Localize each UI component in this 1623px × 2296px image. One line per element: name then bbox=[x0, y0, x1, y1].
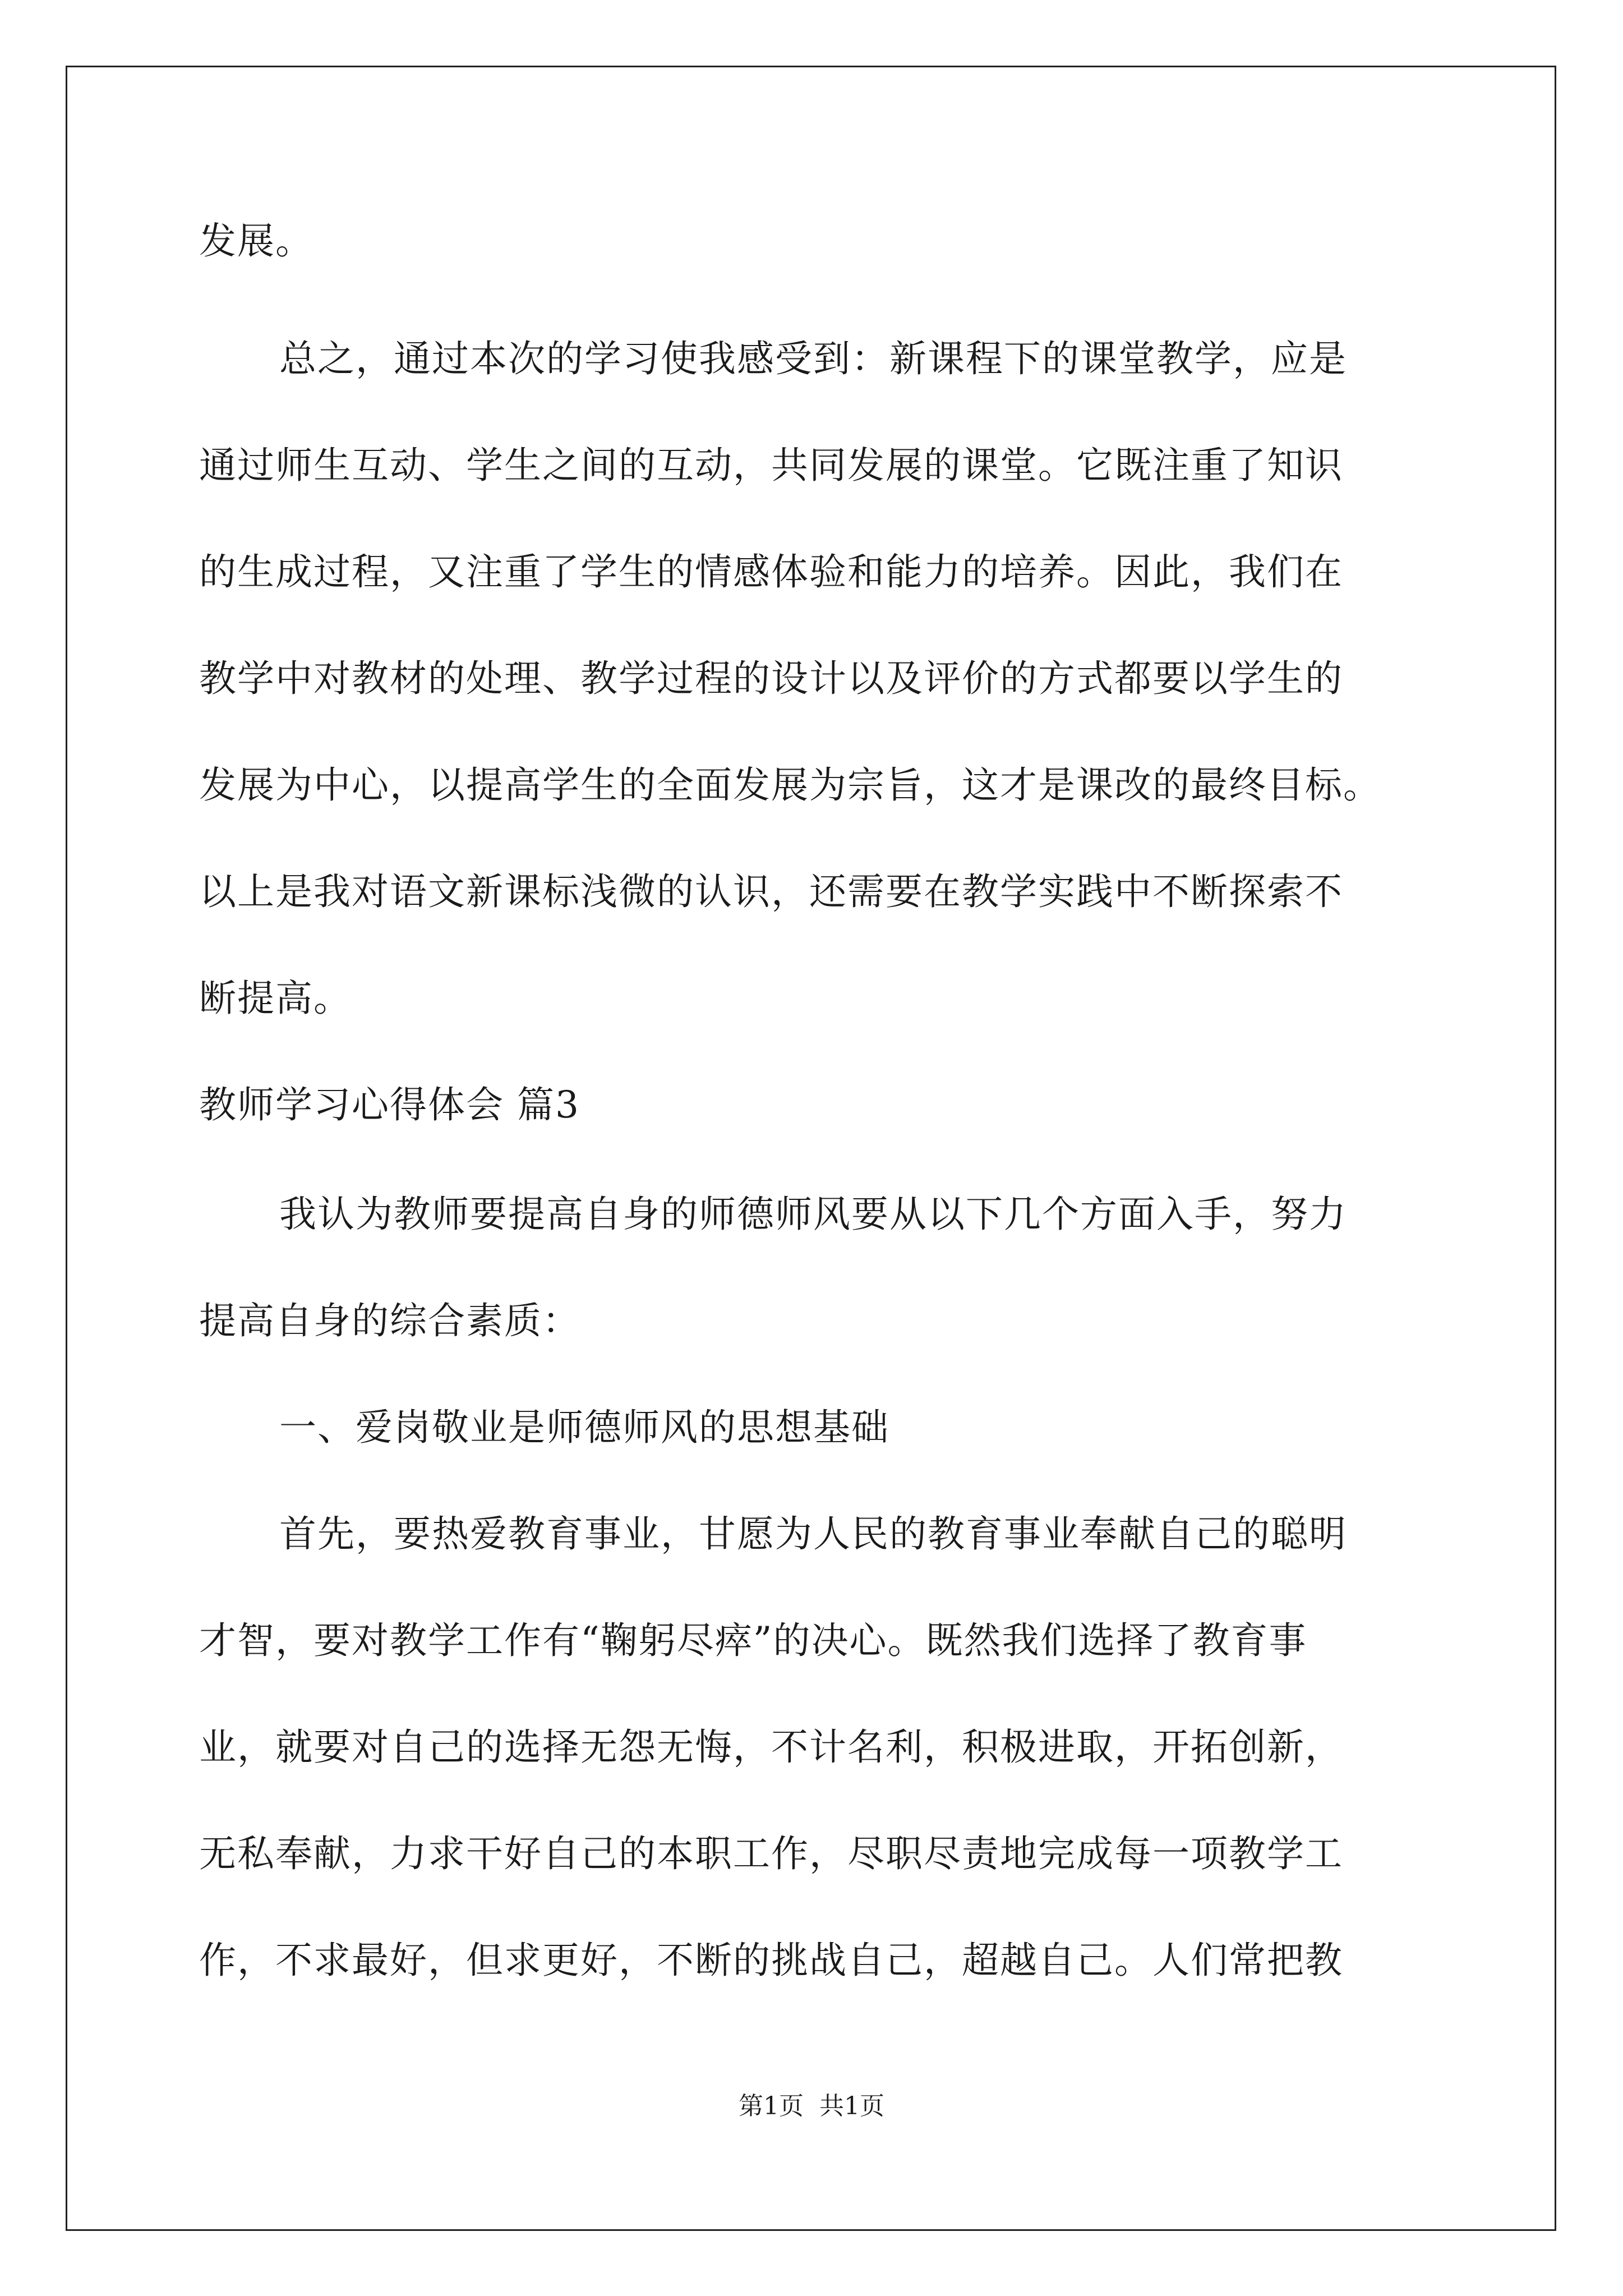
body-line: 以上是我对语文新课标浅微的认识，还需要在教学实践中不断探索不 bbox=[199, 870, 1343, 913]
paragraph-first-line: 我认为教师要提高自身的师德师风要从以下几个方面入手，努力 bbox=[279, 1193, 1347, 1236]
page-number: 第1页 bbox=[739, 2092, 804, 2120]
page-total: 共1页 bbox=[819, 2092, 884, 2120]
body-line: 提高自身的综合素质： bbox=[199, 1299, 580, 1342]
paragraph-first-line: 总之，通过本次的学习使我感受到：新课程下的课堂教学，应是 bbox=[279, 337, 1347, 380]
paragraph-first-line: 首先，要热爱教育事业，甘愿为人民的教育事业奉献自己的聪明 bbox=[279, 1512, 1347, 1556]
subheading: 一、爱岗敬业是师德师风的思想基础 bbox=[279, 1406, 889, 1449]
body-line: 发展。 bbox=[199, 219, 313, 263]
body-line: 断提高。 bbox=[199, 977, 352, 1020]
body-line: 无私奉献，力求干好自己的本职工作，尽职尽责地完成每一项教学工 bbox=[199, 1832, 1343, 1875]
body-line: 作，不求最好，但求更好，不断的挑战自己，超越自己。人们常把教 bbox=[199, 1939, 1343, 1982]
body-line: 通过师生互动、学生之间的互动，共同发展的课堂。它既注重了知识 bbox=[199, 444, 1343, 487]
page-border bbox=[66, 66, 1556, 2231]
section-heading: 教师学习心得体会 篇3 bbox=[199, 1083, 580, 1126]
body-line: 的生成过程，又注重了学生的情感体验和能力的培养。因此，我们在 bbox=[199, 550, 1343, 593]
body-line: 教学中对教材的处理、教学过程的设计以及评价的方式都要以学生的 bbox=[199, 657, 1343, 700]
body-line: 才智，要对教学工作有“鞠躬尽瘁”的决心。既然我们选择了教育事 bbox=[199, 1619, 1307, 1662]
body-line: 发展为中心，以提高学生的全面发展为宗旨，这才是课改的最终目标。 bbox=[199, 763, 1381, 807]
body-line: 业，就要对自己的选择无怨无悔，不计名利，积极进取，开拓创新， bbox=[199, 1726, 1343, 1769]
page-footer bbox=[0, 2090, 1623, 2123]
